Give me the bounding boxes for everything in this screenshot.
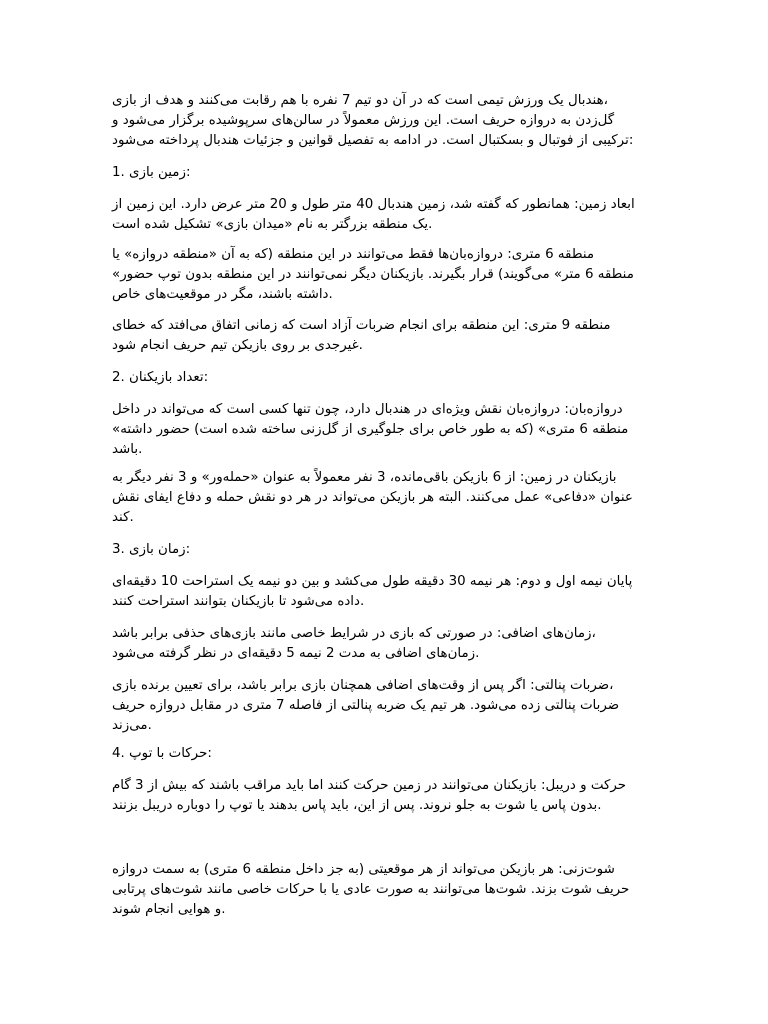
- text-line: هندبال یک ورزش تیمی است که در آن دو تیم 7 نفره با هم رقابت می‌کنند و هدف از بازی،: [112, 93, 608, 108]
- heading-text: 4. حرکات با توپ:: [112, 746, 212, 761]
- text-line: بدون پاس یا شوت به جلو نروند. پس از این، باید پاس بدهند یا توپ را دوباره دریبل بزنند.: [112, 798, 602, 813]
- text-line: عنوان «دفاعی» عمل می‌کنند. البته هر بازیکن می‌تواند در هر دو نقش حمله و دفاع ایفای نقش: [112, 490, 633, 505]
- heading-text: 3. زمان بازی:: [112, 542, 191, 557]
- text-line: یک منطقه بزرگتر به نام «میدان بازی» تشکیل شده است.: [112, 217, 433, 232]
- text-line: منطقه 6 متری: دروازه‌بان‌ها فقط می‌توانند در این منطقه (که به آن «منطقه دروازه» یا: [112, 247, 595, 262]
- section-heading-field: [112, 163, 660, 183]
- section-heading-players: [112, 368, 660, 388]
- field-dimensions-paragraph: [112, 195, 660, 235]
- shooting-paragraph: [112, 860, 660, 920]
- text-line: پایان نیمه اول و دوم: هر نیمه 30 دقیقه طول می‌کشد و بین دو نیمه یک استراحت 10 دقیقه‌ای: [112, 574, 633, 589]
- text-line: داشته باشند، مگر در موقعیت‌های خاص.: [112, 287, 333, 302]
- section-heading-ball-moves: [112, 744, 660, 764]
- text-line: دروازه‌بان: دروازه‌بان نقش ویژه‌ای در هندبال دارد، چون تنها کسی است که می‌تواند در داخل: [112, 402, 623, 417]
- text-line: گل‌زدن به دروازه حریف است. این ورزش معمولاً در سالن‌های سرپوشیده برگزار می‌شود و: [112, 113, 615, 128]
- text-line: باشد.: [112, 442, 143, 457]
- text-line: داده می‌شود تا بازیکنان بتوانند استراحت کنند.: [112, 594, 365, 609]
- goalkeeper-paragraph: [112, 400, 660, 460]
- text-line: «منطقه 6 متری» (که به طور خاص برای جلوگیری از گل‌زنی ساخته شده است) حضور داشته: [112, 422, 629, 437]
- section-heading-time: [112, 540, 660, 560]
- text-line: بازیکنان در زمین: از 6 بازیکن باقی‌مانده، 3 نفر معمولاً به عنوان «حمله‌ور» و 3 نفر دیگر به: [112, 470, 617, 485]
- six-meter-zone-paragraph: [112, 245, 660, 305]
- halves-paragraph: [112, 572, 660, 612]
- text-line: «منطقه 6 متر» می‌گویند) قرار بگیرند. بازیکنان دیگر نمی‌توانند در این منطقه بدون توپ حضور: [112, 267, 634, 282]
- intro-paragraph: [112, 91, 660, 151]
- text-line: کند.: [112, 510, 134, 525]
- text-line: ترکیبی از فوتبال و بسکتبال است. در ادامه به تفصیل قوانین و جزئیات هندبال پرداخته می‌شود:: [112, 133, 634, 148]
- text-line: شوت‌زنی: هر بازیکن می‌تواند از هر موقعیتی (به جز داخل منطقه 6 متری) به سمت دروازه: [112, 862, 615, 877]
- text-line: ضربات پنالتی: اگر پس از وقت‌های اضافی همچنان بازی برابر باشد، برای تعیین برنده بازی،: [112, 678, 614, 693]
- nine-meter-zone-paragraph: [112, 316, 660, 356]
- heading-text: 2. تعداد بازیکنان:: [112, 370, 209, 385]
- text-line: غیرجدی بر روی بازیکن تیم حریف انجام شود.: [112, 338, 363, 353]
- text-line: و هوایی انجام شوند.: [112, 902, 226, 917]
- text-line: حریف شوت بزند. شوت‌ها می‌توانند به صورت عادی یا با حرکات خاصی مانند شوت‌های پرتابی: [112, 882, 630, 897]
- dribble-paragraph: [112, 776, 660, 816]
- penalty-paragraph: [112, 676, 660, 736]
- field-players-paragraph: [112, 468, 660, 528]
- heading-text: 1. زمین بازی:: [112, 165, 191, 180]
- text-line: می‌زند.: [112, 718, 152, 733]
- text-line: منطقه 9 متری: این منطقه برای انجام ضربات آزاد است که زمانی اتفاق می‌افتد که خطای: [112, 318, 611, 333]
- text-line: زمان‌های اضافی: در صورتی که بازی در شرایط خاصی مانند بازی‌های حذفی برابر باشد،: [112, 626, 596, 641]
- text-line: حرکت و دریبل: بازیکنان می‌توانند در زمین حرکت کنند اما باید مراقب باشند که بیش از 3 گام: [112, 778, 627, 793]
- text-line: زمان‌های اضافی به مدت 2 نیمه 5 دقیقه‌ای در نظر گرفته می‌شود.: [112, 646, 480, 661]
- text-line: ابعاد زمین: همانطور که گفته شد، زمین هندبال 40 متر طول و 20 متر عرض دارد. این زمین از: [112, 197, 635, 212]
- text-line: ضربات پنالتی زده می‌شود. هر تیم یک ضربه پنالتی از فاصله 7 متری در مقابل دروازه حریف: [112, 698, 620, 713]
- overtime-paragraph: [112, 624, 660, 664]
